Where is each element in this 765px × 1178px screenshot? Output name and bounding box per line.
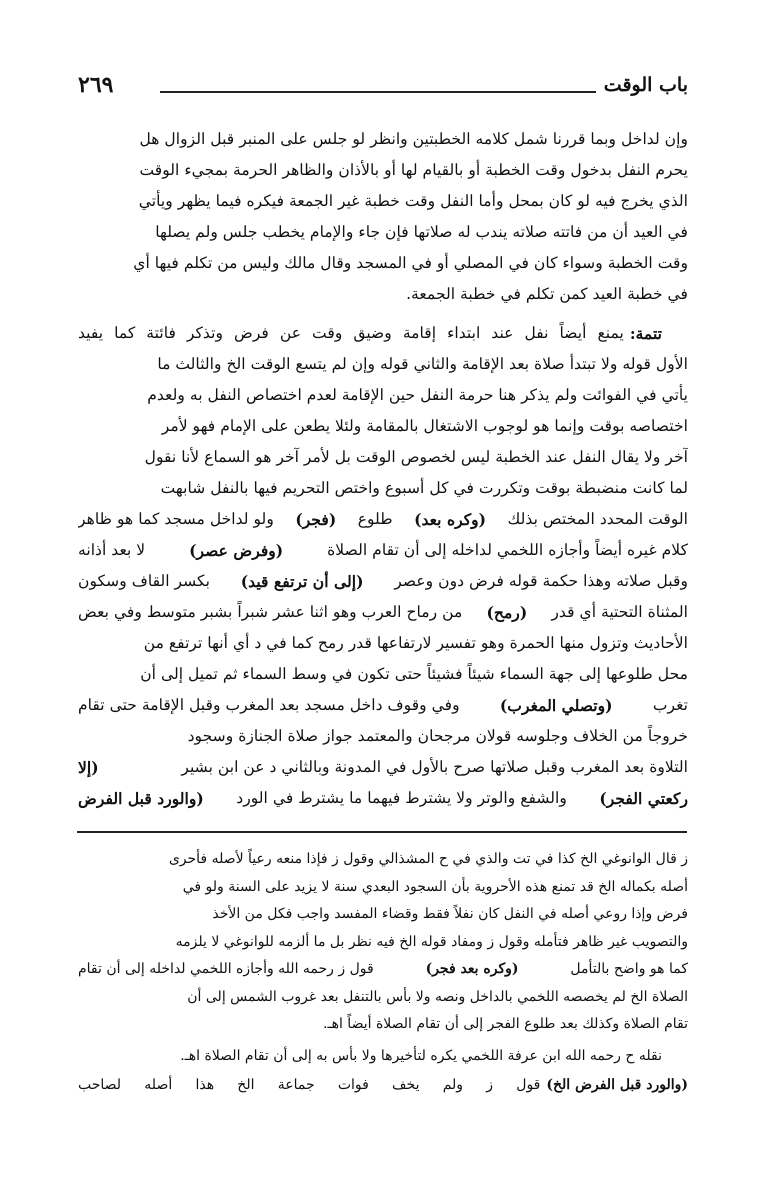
bold-term: (إلا: [78, 758, 99, 777]
text-span: بكسر القاف وسكون: [78, 572, 210, 590]
footnote-line: تقام الصلاة وكذلك بعد طلوع الفجر إلى أن تقام الصلاة أيضاً اهـ.: [323, 1016, 688, 1032]
text-line: [78, 752, 688, 783]
bold-term: (وتصلي المغرب): [499, 696, 613, 715]
bold-term: (وكره بعد): [414, 510, 487, 529]
text-span: كلام غيره أيضاً وأجازه اللخمي لداخله إلى أن تقام الصلاة: [327, 541, 688, 559]
text-span: التلاوة بعد المغرب وقبل صلاتها صرح بالأول في المدونة وبالثاني د عن ابن بشير: [181, 758, 688, 776]
text-line: الذي يخرج فيه لو كان بمحل وأما النفل وقت خطبة غير الجمعة فيكره فيما يظهر ويأتي: [138, 192, 688, 210]
footnote-line: نقله ح رحمه الله ابن عرفة اللخمي يكره لتأخيرها ولا بأس به إلى أن تقام الصلاة اهـ.: [180, 1048, 662, 1064]
chapter-title: باب الوقت: [603, 74, 688, 96]
bold-term: (والورد قبل الفرض الخ): [546, 1077, 688, 1093]
footnotes: [78, 846, 688, 1039]
paragraph-2: [78, 318, 688, 814]
page-number: ٢٦٩: [78, 72, 114, 98]
bold-term: (والورد قبل الفرض: [78, 789, 204, 808]
text-line: يحرم النفل بدخول وقت الخطبة أو بالقيام لها أو بالأذان والظاهر الحرمة بمجيء الوقت: [139, 161, 688, 179]
text-span: وفي وقوف داخل مسجد بعد المغرب وقبل الإقامة حتى تقام: [78, 696, 460, 714]
footnote-line: أصله بكماله الخ قد تمنع هذه الأحروية بأن السجود البعدي سنة لا يزيد على السنة ولو في: [182, 878, 688, 895]
text-span: كما هو واضح بالتأمل: [570, 961, 688, 977]
footnote-line: [78, 1071, 688, 1100]
text-line: وإن لداخل وبما قررنا شمل كلامه الخطبتين وانظر لو جلس على المنبر قبل الزوال هل: [139, 130, 688, 148]
text-line: الأحاديث وتزول منها الحمرة وهو تفسير لارتفاعها قدر رمح كما في د أي أنها ترتفع من: [143, 634, 688, 652]
footnote-line: الصلاة الخ لم يخصصه اللخمي بالداخل ونصه ولا بأس بالتنفل بعد غروب الشمس إلى أن: [187, 988, 688, 1005]
text-span: تغرب: [652, 696, 688, 714]
text-line: [78, 783, 688, 814]
text-span: قول ز رحمه الله وأجازه اللخمي لداخله إلى أن تقام: [78, 961, 374, 977]
text-line: وقت الخطبة وسواء كان في المصلي أو في المسجد وقال مالك وليس من تكلم فيها أي: [133, 254, 688, 272]
text-line: آخر ولا يقال النفل عند الخطبة ليس لخصوص الوقت بل لأمر آخر هو السماع لأنا نقول: [144, 448, 688, 466]
text-line: [78, 597, 688, 628]
text-line: لما كانت منضبطة بوقت وتكررت في كل أسبوع واختص التحريم فيها بالنفل شابهت: [160, 479, 688, 497]
text-span: لا بعد أذانه: [78, 541, 146, 559]
text-span: المثناة التحتية أي قدر: [551, 603, 688, 621]
text-line: يأتي في الفوائت ولم يذكر هنا حرمة النفل حين الإقامة لعدم اختصاص النفل به ولعدم: [147, 386, 688, 404]
text-span: يمنع أيضاً نفل عند ابتداء إقامة وضيق وقت عن فرض وتذكر فائتة كما يفيد: [78, 324, 624, 342]
text-line: [78, 318, 688, 349]
text-span: طلوع: [357, 510, 393, 528]
text-line: في خطبة العيد كمن تكلم في خطبة الجمعة.: [406, 285, 688, 303]
text-line: [78, 566, 688, 597]
text-line: اختصاصه بوقت وإنما هو لوجوب الاشتغال بالمقامة ولئلا يطعن على الإمام فهو لأمر: [161, 417, 688, 435]
footnotes-continued: [78, 1042, 688, 1100]
text-line: [78, 504, 688, 535]
text-line: في العيد أن من فاتته صلاته يندب له صلاتها فإن جاء والإمام يخطب جلس ولم يصلها: [155, 223, 688, 241]
lead-word: تتمة:: [629, 324, 662, 343]
footnote-line: فرض وإذا روعي أصله في النفل كان نفلاً فقط وقضاء المفسد واجب فكل من الأخذ: [212, 906, 688, 922]
footnote-line: ز قال الوانوغي الخ كذا في تت والذي في ح المشذالي وقول ز فإذا منعه رعياً لأصله فأحرى: [168, 851, 688, 867]
page-header: [78, 72, 688, 104]
text-span: والشفع والوتر ولا يشترط فيهما ما يشترط في الورد: [236, 789, 567, 807]
text-line: [78, 690, 688, 721]
header-rule: [160, 91, 596, 93]
text-line: [78, 535, 688, 566]
footnote-line: والتصويب غير ظاهر فتأمله وقول ز ومفاد قوله الخ فيه نظر بل ما ألزمه للوانوغي لا يلزمه: [175, 933, 688, 950]
text-span: الوقت المحدد المختص بذلك: [507, 510, 688, 528]
text-line: الأول قوله ولا تبتدأ صلاة بعد الإقامة والثاني قوله وإن لم يتسع الوقت الخ والثالث ما: [157, 355, 688, 373]
footnote-line: [78, 956, 688, 984]
text-span: وقبل صلاته وهذا حكمة قوله فرض دون وعصر: [394, 572, 688, 590]
text-span: ولو لداخل مسجد كما هو ظاهر: [78, 510, 274, 528]
bold-term: (وكره بعد فجر): [425, 961, 519, 977]
bold-term: (رمح): [486, 603, 528, 622]
bold-term: (وفرض عصر): [189, 541, 284, 560]
footnote-divider: [77, 831, 687, 833]
text-span: من رماح العرب وهو اثنا عشر شبراً بشبر متوسط وفي بعض: [78, 603, 463, 621]
bold-term: ركعتي الفجر): [599, 789, 688, 808]
bold-term: (إلى أن ترتفع قيد): [240, 572, 364, 591]
text-line: خروجاً من الخلاف وجلوسه قولان مرجحان والمعتمد جواز صلاة الجنازة وسجود: [187, 727, 688, 745]
paragraph-1: [78, 124, 688, 310]
bold-term: (فجر): [295, 510, 337, 529]
text-span: قول ز ولم يخف فوات جماعة الخ هذا أصله لصاحب: [78, 1077, 541, 1093]
text-line: محل طلوعها إلى جهة السماء شيئاً فشيئاً حتى تكون في وسط السماء ثم تميل إلى أن: [140, 665, 688, 683]
